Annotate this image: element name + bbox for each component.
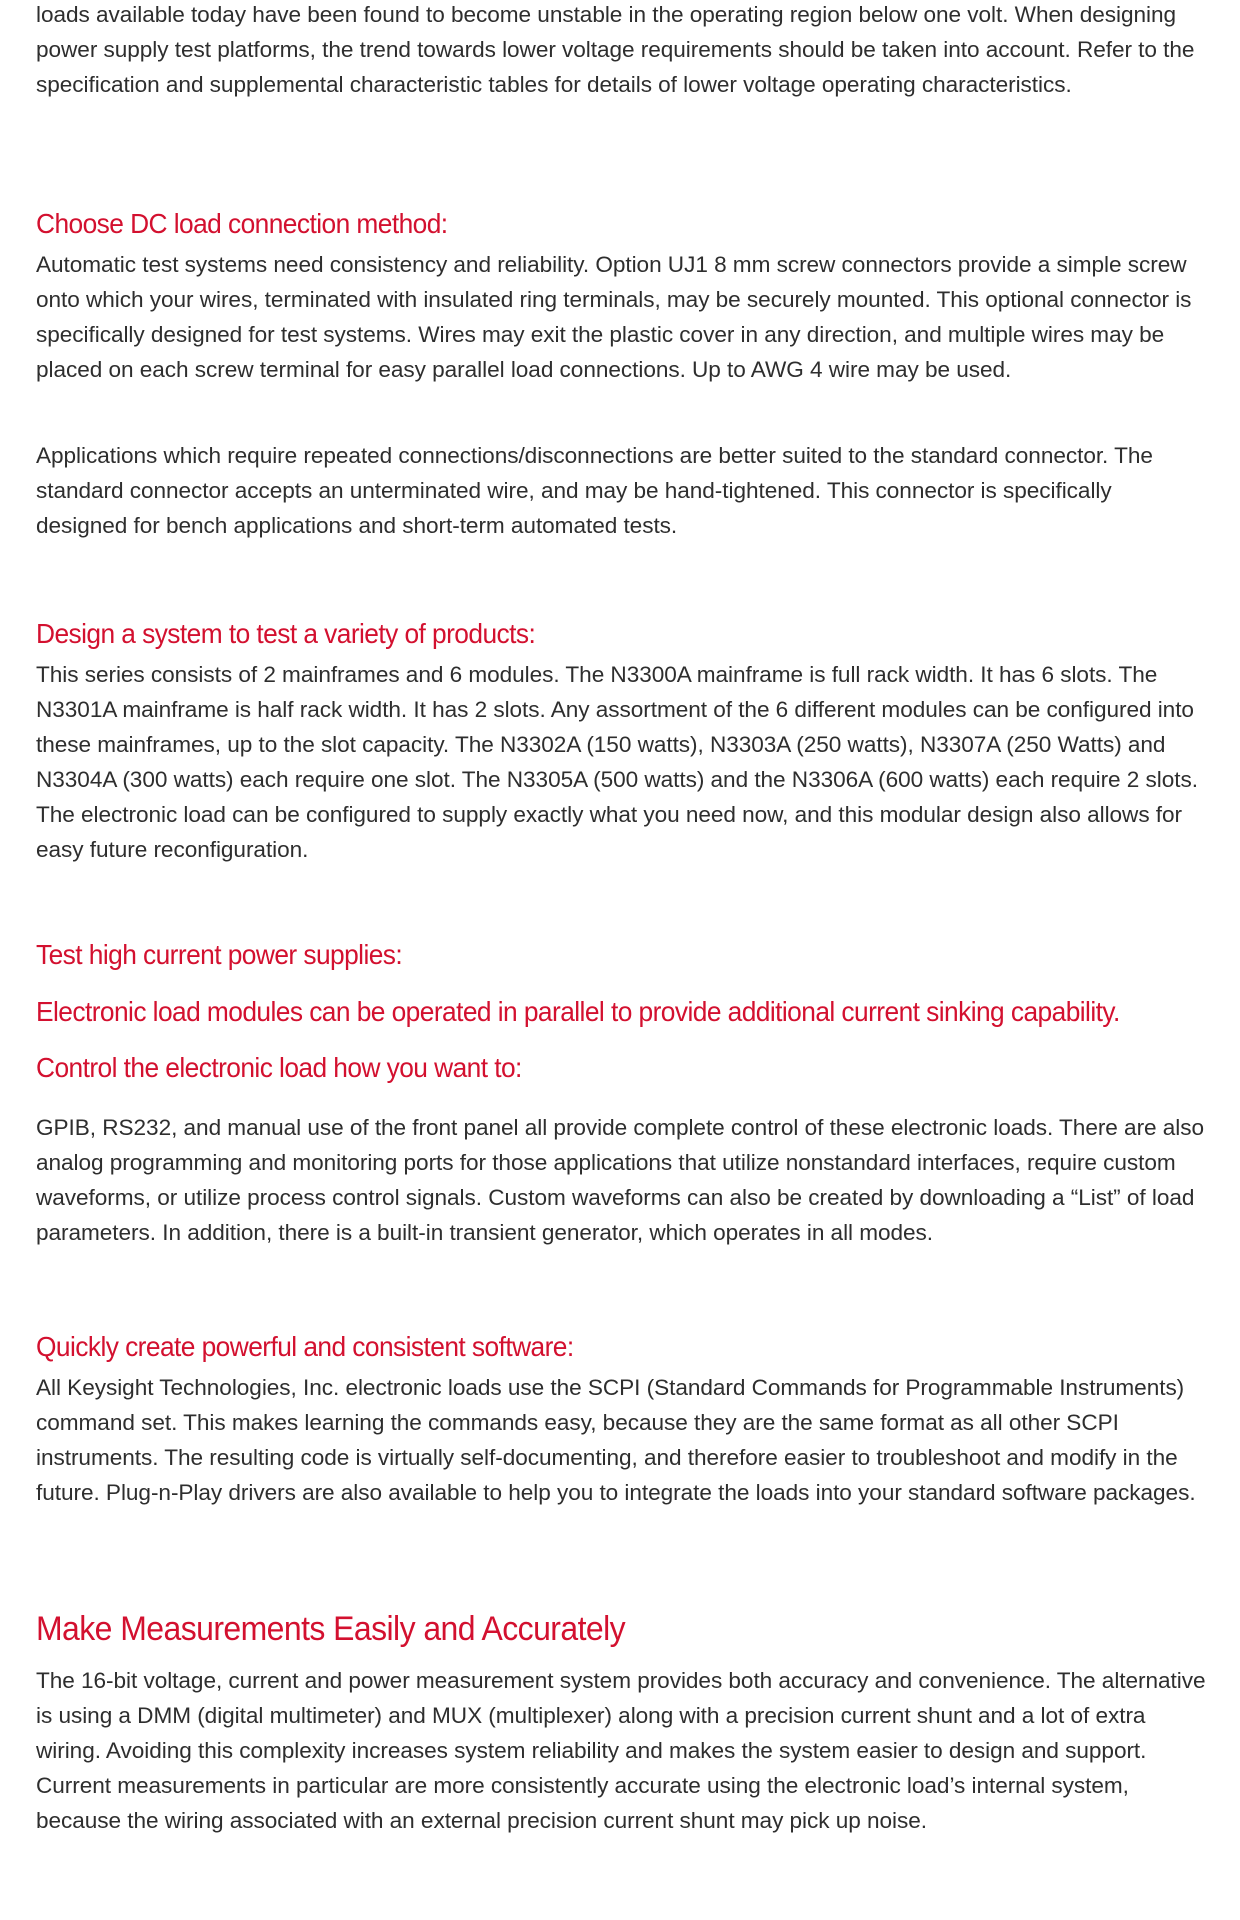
system-body — [36, 657, 1206, 868]
software-heading: Quickly create powerful and consistent software: — [36, 1331, 574, 1362]
control-heading: Control the electronic load how you want to: — [36, 1052, 522, 1083]
control-paragraph: GPIB, RS232, and manual use of the front panel all provide complete control of these electronic loads. There are also analog programming and monitoring ports for those applications that utilize nonstandard interfaces, require custom waveforms, or utilize process control signals. Custom waveforms can also be created by downloading a “List” of load parameters. In addition, there is a built-in transient generator, which operates in all modes. — [36, 1115, 1205, 1246]
control-body — [36, 1110, 1206, 1250]
high-current-section — [36, 937, 1206, 973]
connection-paragraph-2: Applications which require repeated connections/disconnections are better suited to the standard connector. The standard connector accepts an unterminated wire, and may be hand-tightened. This connector is specifically designed for bench applications and short-term automated tests. — [36, 443, 1153, 539]
software-section — [36, 1329, 1206, 1365]
measurements-paragraph: The 16-bit voltage, current and power measurement system provides both accuracy and convenience. The alternative is using a DMM (digital multimeter) and MUX (multiplexer) along with a precision current shunt and a lot of extra wiring. Avoiding this complexity increases system reliability and makes the system easier to design and support. Current measurements in particular are more consistently accurate using the electronic load’s internal system, because the wiring associated with an external precision current shunt may pick up noise. — [36, 1668, 1206, 1834]
connection-section — [36, 206, 1206, 242]
software-paragraph: All Keysight Technologies, Inc. electronic loads use the SCPI (Standard Commands for Programmable Instruments) command set. This makes learning the commands easy, because they are the same format as all other SCPI instruments. The resulting code is virtually self-documenting, and therefore easier to troubleshoot and modify in the future. Plug-n-Play drivers are also available to help you to integrate the loads into your standard software packages. — [36, 1375, 1196, 1506]
connection-paragraph-1: Automatic test systems need consistency and reliability. Option UJ1 8 mm screw connectors provide a simple screw onto which your wires, terminated with insulated ring terminals, may be securely mounted. This optional connector is specifically designed for test systems. Wires may exit the plastic cover in any direction, and multiple wires may be placed on each screw terminal for easy parallel load connections. Up to AWG 4 wire may be used. — [36, 252, 1192, 383]
connection-heading: Choose DC load connection method: — [36, 208, 448, 239]
connection-body — [36, 247, 1206, 387]
intro-section — [36, 0, 1206, 102]
high-current-statement-wrap — [36, 994, 1206, 1030]
system-paragraph: This series consists of 2 mainframes and 6 modules. The N3300A mainframe is full rack width. It has 6 slots. The N3301A mainframe is half rack width. It has 2 slots. Any assortment of the 6 different modules can be configured into these mainframes, up to the slot capacity. The N3302A (150 watts), N3303A (250 watts), N3307A (250 Watts) and N3304A (300 watts) each require one slot. The N3305A (500 watts) and the N3306A (600 watts) each require 2 slots. The electronic load can be configured to supply exactly what you need now, and this modular design also allows for easy future reconfiguration. — [36, 662, 1198, 863]
control-section — [36, 1050, 1206, 1086]
measurements-heading: Make Measurements Easily and Accurately — [36, 1610, 626, 1648]
system-section — [36, 616, 1206, 652]
software-body — [36, 1370, 1206, 1510]
connection-body-2 — [36, 438, 1206, 543]
system-heading: Design a system to test a variety of products: — [36, 618, 536, 649]
measurements-body — [36, 1663, 1206, 1838]
high-current-statement: Electronic load modules can be operated in parallel to provide additional current sinking capability. — [36, 996, 1120, 1027]
intro-paragraph: loads available today have been found to become unstable in the operating region below one volt. When designing power supply test platforms, the trend towards lower voltage requirements should be taken into account. Refer to the specification and supplemental characteristic tables for details of lower voltage operating characteristics. — [36, 2, 1195, 98]
measurements-section — [36, 1608, 1206, 1650]
high-current-heading: Test high current power supplies: — [36, 939, 403, 970]
